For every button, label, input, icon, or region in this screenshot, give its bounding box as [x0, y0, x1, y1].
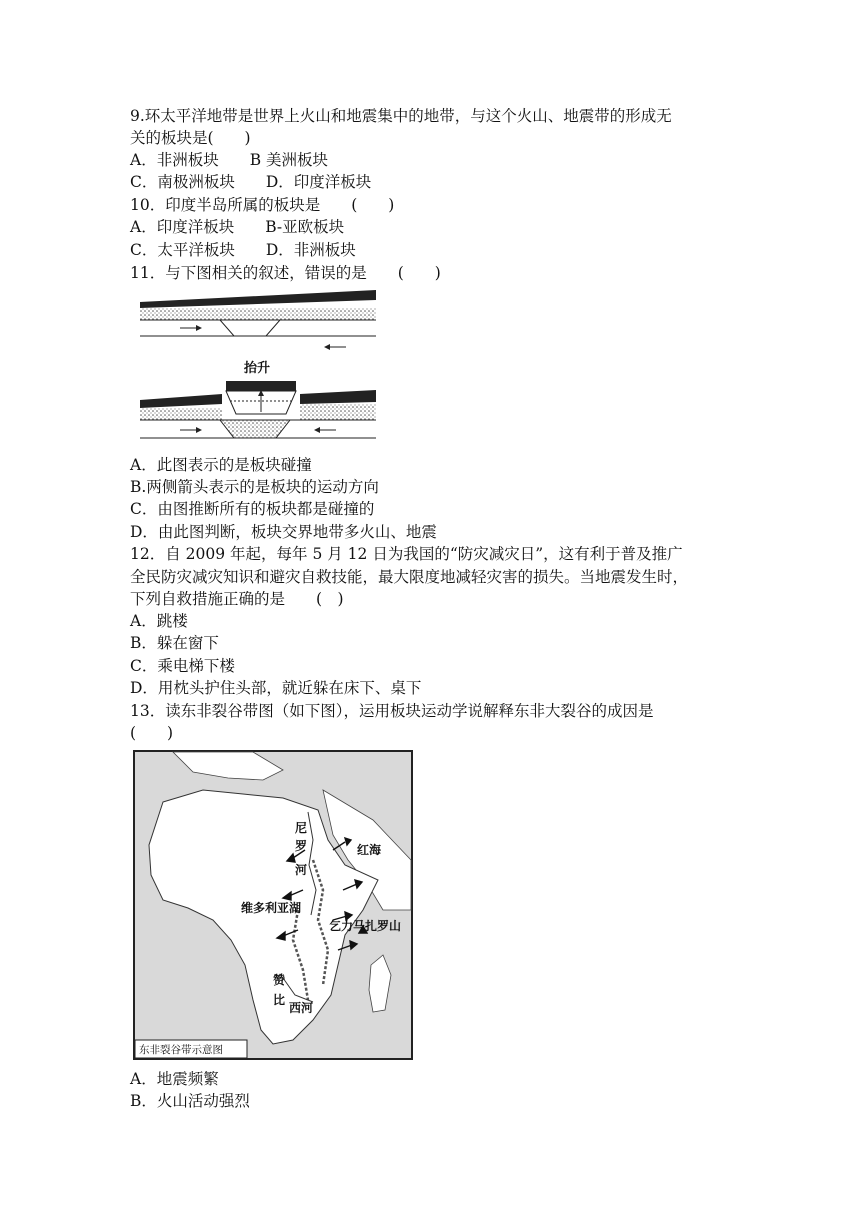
q12-stem-line2: 全民防灾减灾知识和避灾自救技能，最大限度地减轻灾害的损失。当地震发生时，: [130, 568, 689, 586]
q12-option-b: B．躲在窗下: [130, 634, 219, 652]
q11-option-b: B.两侧箭头表示的是板块的运动方向: [130, 478, 379, 496]
q12-stem-line1: 12．自 2009 年起，每年 5 月 12 日为我国的“防灾减灾日”，这有利于普及推广: [130, 545, 683, 563]
q11-option-a: A．此图表示的是板块碰撞: [130, 456, 312, 474]
red-sea-label: 红海: [357, 843, 382, 857]
q10-options-cd: C．太平洋板块 D．非洲板块: [130, 241, 356, 259]
nile-label-1: 尼: [295, 821, 308, 835]
q10-options-ab: A．印度洋板块 B-亚欧板块: [130, 218, 345, 236]
nile-label-2: 罗: [295, 839, 308, 853]
kilimanjaro-label: 乞力马扎罗山: [329, 919, 402, 933]
q11-stem: 11．与下图相关的叙述，错误的是 ( ): [130, 264, 441, 282]
q9-stem-line2: 关的板块是( ): [130, 129, 251, 147]
q12-option-d: D．用枕头护住头部，就近躲在床下、桌下: [130, 679, 422, 697]
q12-stem-line3: 下列自救措施正确的是 ( ): [130, 590, 344, 608]
q13-stem-line2: ( ): [130, 724, 174, 742]
plate-boundary-figure: [140, 286, 380, 446]
map-caption: 东非裂谷带示意图: [139, 1044, 223, 1056]
east-africa-rift-map: [133, 750, 413, 1060]
q9-stem-line1: 9.环太平洋地带是世界上火山和地震集中的地带，与这个火山、地震带的形成无: [130, 107, 672, 125]
zambezi-label-1: 赞: [273, 973, 286, 987]
q12-option-a: A．跳楼: [130, 612, 188, 630]
q9-options-cd: C．南极洲板块 D．印度洋板块: [130, 173, 372, 191]
zambezi-label-3: 西河: [289, 1001, 314, 1015]
lift-label: 抬升: [244, 361, 271, 376]
q9-options-ab: A．非洲板块 B 美洲板块: [130, 151, 329, 169]
victoria-label: 维多利亚湖: [241, 901, 302, 915]
q10-stem: 10．印度半岛所属的板块是 ( ): [130, 196, 395, 214]
nile-label-3: 河: [295, 863, 308, 877]
zambezi-label-2: 比: [273, 993, 286, 1007]
q12-option-c: C．乘电梯下楼: [130, 657, 235, 675]
q13-option-b: B．火山活动强烈: [130, 1092, 250, 1110]
q13-option-a: A．地震频繁: [130, 1070, 219, 1088]
q11-option-d: D．由此图判断，板块交界地带多火山、地震: [130, 523, 437, 541]
q11-option-c: C．由图推断所有的板块都是碰撞的: [130, 500, 375, 518]
q13-stem-line1: 13．读东非裂谷带图（如下图），运用板块运动学说解释东非大裂谷的成因是: [130, 702, 654, 720]
